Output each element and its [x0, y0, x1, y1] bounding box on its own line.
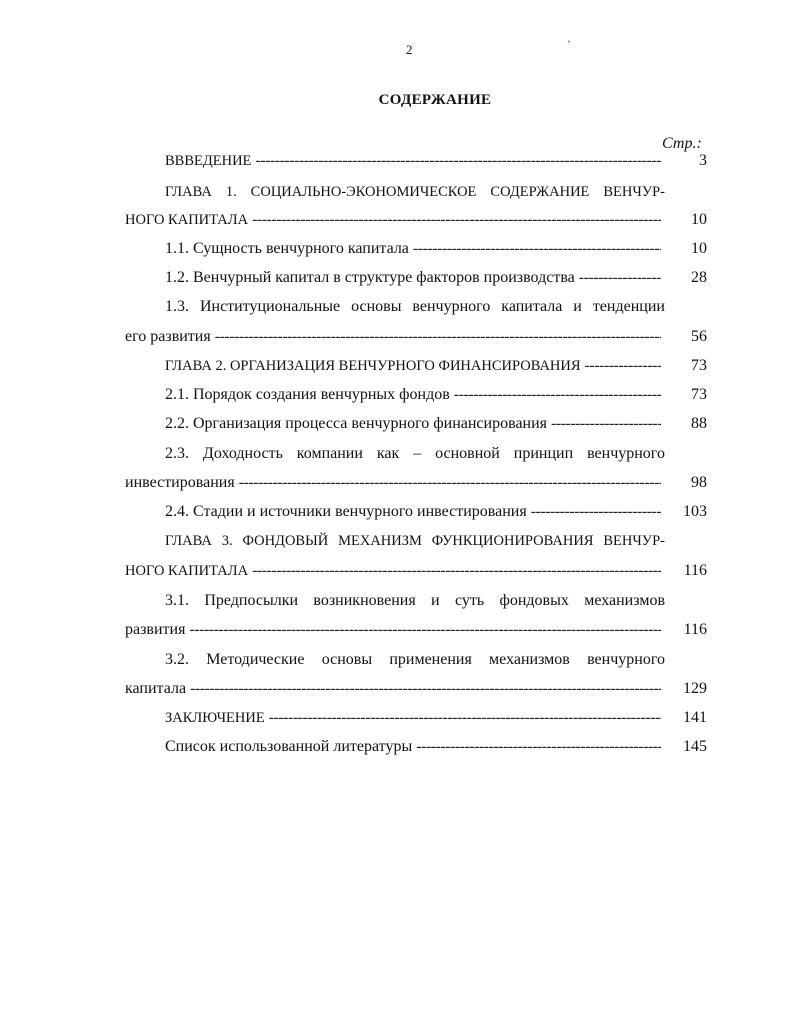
- word: суть: [454, 592, 485, 609]
- word: 3.: [221, 533, 233, 549]
- page-title: СОДЕРЖАНИЕ: [378, 92, 492, 108]
- leader-dots: [269, 708, 661, 728]
- page-mark: `: [567, 38, 571, 52]
- word: принцип: [513, 445, 574, 462]
- word: основы: [321, 651, 373, 668]
- toc-entry-1-2[interactable]: [165, 268, 707, 288]
- word: применения: [389, 651, 472, 668]
- toc-entry-text: 1.1. Сущность венчурного капитала: [165, 240, 409, 257]
- word: тенденции: [592, 298, 665, 315]
- word: ФУНКЦИОНИРОВАНИЯ: [431, 533, 594, 549]
- leader-dots: [215, 327, 661, 347]
- toc-page-number: 98: [691, 474, 707, 491]
- toc-entry-intro[interactable]: [165, 151, 707, 171]
- toc-entry-text: Список использованной литературы: [165, 738, 413, 755]
- leader-dots: [579, 268, 661, 288]
- word: механизмов: [584, 592, 665, 609]
- toc-entry-3-2-line2[interactable]: [125, 679, 707, 699]
- toc-page-number: 88: [691, 415, 707, 432]
- word: СОЦИАЛЬНО-ЭКОНОМИЧЕСКОЕ: [250, 184, 477, 200]
- toc-entry-text: ВВВЕДЕНИЕ: [165, 153, 252, 169]
- word: 3.2.: [165, 651, 189, 668]
- toc-entry-text: ЗАКЛЮЧЕНИЕ: [165, 710, 265, 726]
- leader-dots: [454, 385, 661, 405]
- toc-entry-text: 2.1. Порядок создания венчурных фондов: [165, 386, 450, 403]
- toc-entry-text: ГЛАВА 2. ОРГАНИЗАЦИЯ ВЕНЧУРНОГО ФИНАНСИРОВАНИЯ: [165, 358, 581, 374]
- word: основной: [435, 445, 500, 462]
- toc-entry-ch2[interactable]: [165, 356, 707, 376]
- leader-dots: [189, 620, 661, 640]
- word: Институциональные: [199, 298, 341, 315]
- word: венчурного: [412, 298, 491, 315]
- toc-entry-text: капитала: [125, 680, 187, 697]
- toc-entry-3-2-line1[interactable]: [165, 650, 665, 670]
- toc-page-number: 3: [699, 152, 707, 169]
- word: СОДЕРЖАНИЕ: [490, 184, 590, 200]
- toc-page-number: 10: [691, 240, 707, 257]
- word: фондовых: [499, 592, 569, 609]
- leader-dots: [585, 356, 661, 376]
- word: как: [376, 445, 400, 462]
- word: возникновения: [313, 592, 416, 609]
- toc-entry-conclusion[interactable]: [165, 708, 707, 728]
- toc-page-number: 116: [683, 621, 707, 638]
- toc-entry-ch1-line2[interactable]: [125, 210, 707, 230]
- toc-page-number: 141: [683, 709, 707, 726]
- toc-entry-text: НОГО КАПИТАЛА: [125, 563, 249, 579]
- toc-entry-3-1-line1[interactable]: [165, 591, 665, 611]
- toc-entry-text: развития: [125, 621, 186, 638]
- word: механизмов: [489, 651, 570, 668]
- toc-page-number: 73: [691, 386, 707, 403]
- word: и: [573, 298, 582, 315]
- word: –: [413, 445, 422, 462]
- toc-page-number: 28: [691, 269, 707, 286]
- toc-entry-ch3-line1[interactable]: [165, 531, 665, 551]
- word: Методические: [206, 651, 305, 668]
- toc-entry-1-3-line1[interactable]: [165, 297, 665, 317]
- word: капитала: [501, 298, 563, 315]
- word: 1.3.: [165, 298, 189, 315]
- leader-dots: [252, 210, 661, 230]
- leader-dots: [416, 737, 661, 757]
- toc-page-number: 10: [691, 211, 707, 228]
- word: 1.: [225, 184, 237, 200]
- word: МЕХАНИЗМ: [338, 533, 422, 549]
- word: венчурного: [587, 445, 665, 462]
- word: основы: [351, 298, 402, 315]
- leader-dots: [252, 561, 661, 581]
- toc-entry-text: инвестирования: [125, 474, 235, 491]
- toc-entry-text: 1.2. Венчурный капитал в структуре факторов производства: [165, 269, 575, 286]
- page-number: 2: [406, 42, 413, 57]
- toc-page-number: 116: [683, 562, 707, 579]
- word: 2.3.: [165, 445, 189, 462]
- toc-page-number: 103: [683, 503, 707, 520]
- toc-page-number: 129: [683, 680, 707, 697]
- leader-dots: [531, 502, 661, 522]
- page-column-label: Стр.:: [662, 135, 702, 152]
- word: ГЛАВА: [165, 533, 212, 549]
- toc-entry-2-4[interactable]: [165, 502, 707, 522]
- word: ВЕНЧУР-: [603, 533, 665, 549]
- toc-entry-text: 2.4. Стадии и источники венчурного инвестирования: [165, 503, 527, 520]
- word: Доходность: [202, 445, 283, 462]
- toc-entry-text: НОГО КАПИТАЛА: [125, 212, 249, 228]
- toc-entry-1-1[interactable]: [165, 239, 707, 259]
- toc-entry-3-1-line2[interactable]: [125, 620, 707, 640]
- toc-entry-2-2[interactable]: [165, 414, 707, 434]
- leader-dots: [551, 414, 661, 434]
- toc-entry-ch1-line1[interactable]: [165, 182, 665, 202]
- word: ВЕНЧУР-: [603, 184, 665, 200]
- toc-entry-references[interactable]: [165, 737, 707, 757]
- leader-dots: [239, 473, 661, 493]
- word: и: [431, 592, 440, 609]
- toc-entry-2-3-line1[interactable]: [165, 444, 665, 464]
- toc-entry-text: 2.2. Организация процесса венчурного финансирования: [165, 415, 548, 432]
- toc-entry-1-3-line2[interactable]: [125, 327, 707, 347]
- leader-dots: [413, 239, 661, 259]
- toc-entry-ch3-line2[interactable]: [125, 561, 707, 581]
- toc-entry-2-1[interactable]: [165, 385, 707, 405]
- word: ФОНДОВЫЙ: [242, 533, 329, 549]
- word: 3.1.: [165, 592, 189, 609]
- leader-dots: [255, 151, 661, 171]
- word: Предпосылки: [204, 592, 299, 609]
- toc-page-number: 56: [691, 328, 707, 345]
- word: венчурного: [587, 651, 665, 668]
- toc-entry-2-3-line2[interactable]: [125, 473, 707, 493]
- toc-page-number: 145: [683, 738, 707, 755]
- leader-dots: [190, 679, 661, 699]
- word: ГЛАВА: [165, 184, 212, 200]
- word: компании: [296, 445, 363, 462]
- toc-page-number: 73: [691, 357, 707, 374]
- toc-entry-text: его развития: [125, 328, 211, 345]
